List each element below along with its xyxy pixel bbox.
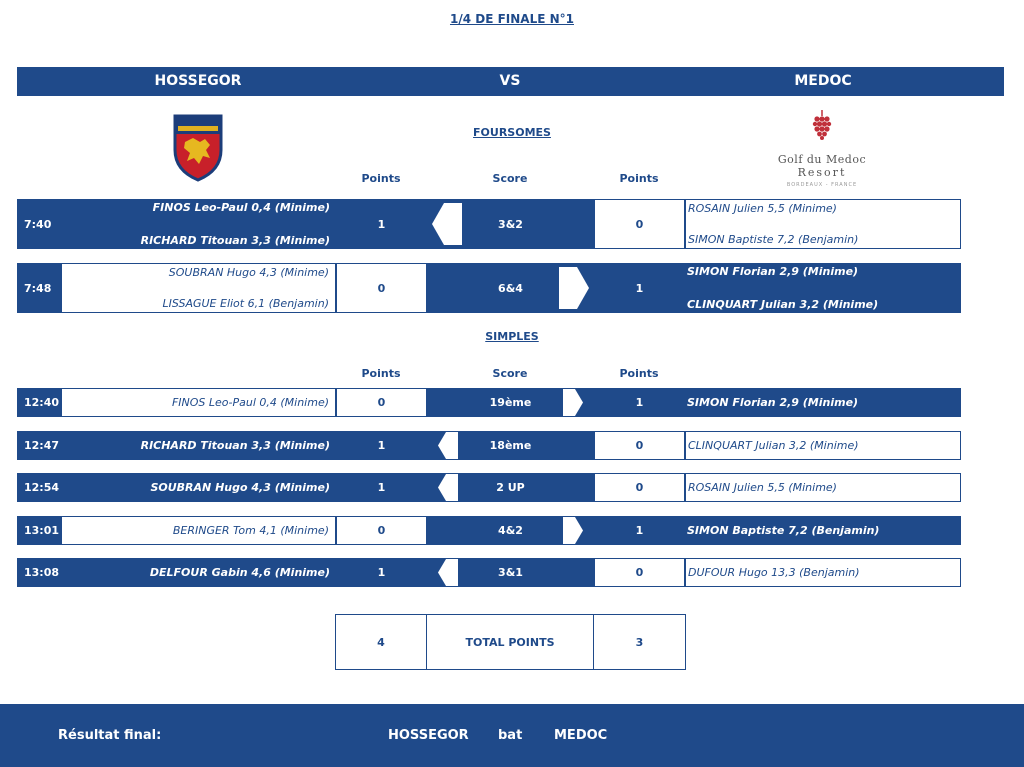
winner-right-arrow-icon <box>563 389 583 416</box>
medoc-logo-line1: Golf du Medoc <box>777 153 867 166</box>
right-players <box>685 263 961 313</box>
hossegor-crest-logo <box>172 112 224 182</box>
total-points-box <box>335 614 686 670</box>
match-score: 2 UP <box>427 473 594 502</box>
final-result-bar <box>0 704 1024 767</box>
left-points: 0 <box>336 516 427 545</box>
left-player-1: SOUBRAN Hugo 4,3 (Minime) <box>168 266 329 279</box>
match-time: 7:40 <box>17 199 61 249</box>
match-time: 13:08 <box>17 558 61 587</box>
medoc-logo-line2: Resort <box>797 166 847 179</box>
winner-right-arrow-icon <box>559 267 589 309</box>
right-points: 1 <box>594 263 685 313</box>
right-player-1: ROSAIN Julien 5,5 (Minime) <box>688 202 837 215</box>
right-player: DUFOUR Hugo 13,3 (Benjamin) <box>685 558 961 587</box>
right-players <box>685 199 961 249</box>
medoc-logo-line3: BORDEAUX - FRANCE <box>786 182 858 188</box>
right-player-2: SIMON Baptiste 7,2 (Benjamin) <box>688 233 859 246</box>
page-title: 1/4 DE FINALE N°1 <box>449 12 574 26</box>
foursomes-score-header: Score <box>492 172 528 185</box>
foursomes-right-points-header: Points <box>619 172 659 185</box>
left-player: FINOS Leo-Paul 0,4 (Minime) <box>61 388 336 417</box>
right-player: SIMON Florian 2,9 (Minime) <box>685 388 961 417</box>
golf-du-medoc-logo <box>760 110 884 190</box>
final-result-label: Résultat final: <box>58 728 162 743</box>
team-right-name: MEDOC <box>794 73 852 89</box>
match-time: 13:01 <box>17 516 61 545</box>
winner-right-arrow-icon <box>563 517 583 544</box>
right-player: SIMON Baptiste 7,2 (Benjamin) <box>685 516 961 545</box>
match-time: 12:40 <box>17 388 61 417</box>
simples-left-points-header: Points <box>361 367 401 380</box>
right-points: 1 <box>594 516 685 545</box>
left-player-2: RICHARD Titouan 3,3 (Minime) <box>140 234 330 247</box>
total-right-points: 3 <box>593 614 686 670</box>
match-score: 6&4 <box>427 263 594 313</box>
right-player-2: CLINQUART Julian 3,2 (Minime) <box>687 298 879 311</box>
right-player: ROSAIN Julien 5,5 (Minime) <box>685 473 961 502</box>
match-time: 12:47 <box>17 431 61 460</box>
final-winner: HOSSEGOR <box>388 728 469 743</box>
simples-right-points-header: Points <box>619 367 659 380</box>
match-time: 7:48 <box>17 263 61 313</box>
left-points: 1 <box>336 558 427 587</box>
left-player-1: FINOS Leo-Paul 0,4 (Minime) <box>152 201 330 214</box>
match-score: 3&1 <box>427 558 594 587</box>
right-points: 0 <box>594 473 685 502</box>
right-points: 0 <box>594 558 685 587</box>
final-loser: MEDOC <box>554 728 608 743</box>
left-points: 1 <box>336 473 427 502</box>
left-player: SOUBRAN Hugo 4,3 (Minime) <box>61 473 336 502</box>
left-points: 1 <box>336 431 427 460</box>
left-player: DELFOUR Gabin 4,6 (Minime) <box>61 558 336 587</box>
match-score: 19ème <box>427 388 594 417</box>
right-points: 1 <box>594 388 685 417</box>
left-players <box>61 199 336 249</box>
simples-score-header: Score <box>492 367 528 380</box>
left-players <box>61 263 336 313</box>
foursomes-section-title: FOURSOMES <box>473 126 551 139</box>
winner-left-arrow-icon <box>438 474 458 501</box>
total-left-points: 4 <box>335 614 427 670</box>
left-points: 0 <box>336 388 427 417</box>
teams-header-bar <box>17 67 1004 96</box>
winner-left-arrow-icon <box>438 559 458 586</box>
right-points: 0 <box>594 199 685 249</box>
final-verb: bat <box>498 728 523 743</box>
left-points: 1 <box>336 199 427 249</box>
winner-left-arrow-icon <box>438 432 458 459</box>
match-time: 12:54 <box>17 473 61 502</box>
vs-label: VS <box>499 73 521 89</box>
simples-section-title: SIMPLES <box>485 330 539 343</box>
right-player-1: SIMON Florian 2,9 (Minime) <box>687 265 859 278</box>
match-score: 3&2 <box>427 199 594 249</box>
left-player-2: LISSAGUE Eliot 6,1 (Benjamin) <box>162 297 329 310</box>
total-points-label: TOTAL POINTS <box>426 614 594 670</box>
right-player: CLINQUART Julian 3,2 (Minime) <box>685 431 961 460</box>
winner-left-arrow-icon <box>432 203 462 245</box>
match-score: 4&2 <box>427 516 594 545</box>
left-player: BERINGER Tom 4,1 (Minime) <box>61 516 336 545</box>
left-points: 0 <box>336 263 427 313</box>
team-left-name: HOSSEGOR <box>154 73 242 89</box>
left-player: RICHARD Titouan 3,3 (Minime) <box>61 431 336 460</box>
right-points: 0 <box>594 431 685 460</box>
match-score: 18ème <box>427 431 594 460</box>
foursomes-left-points-header: Points <box>361 172 401 185</box>
